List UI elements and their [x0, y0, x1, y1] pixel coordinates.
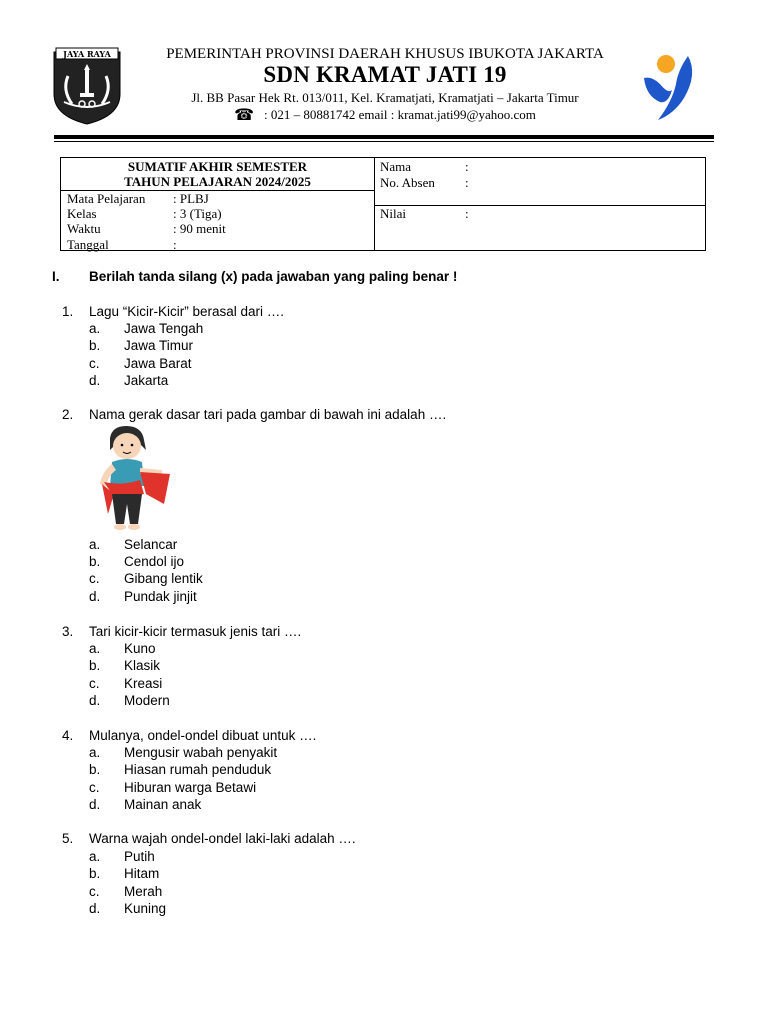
question-text: Nama gerak dasar tari pada gambar di bawah ini adalah …. — [89, 407, 447, 422]
option-letter[interactable]: b. — [89, 554, 101, 569]
option-text[interactable]: Gibang lentik — [124, 571, 203, 586]
subject-label: Mata Pelajaran — [67, 191, 146, 206]
section-number: I. — [52, 269, 60, 284]
option-text[interactable]: Klasik — [124, 658, 161, 673]
option-text[interactable]: Modern — [124, 693, 170, 708]
option-text[interactable]: Jawa Timur — [124, 338, 194, 353]
option-text[interactable]: Mainan anak — [124, 797, 202, 812]
question-text: Mulanya, ondel-ondel dibuat untuk …. — [89, 728, 317, 743]
option-text[interactable]: Pundak jinjit — [124, 589, 197, 604]
option-letter[interactable]: b. — [89, 762, 101, 777]
option-text[interactable]: Kuno — [124, 641, 156, 656]
option-letter[interactable]: a. — [89, 641, 101, 656]
option-text[interactable]: Mengusir wabah penyakit — [124, 745, 278, 760]
option-letter[interactable]: c. — [89, 571, 100, 586]
option-letter[interactable]: d. — [89, 797, 101, 812]
option-text[interactable]: Kuning — [124, 901, 167, 916]
option-text[interactable]: Kreasi — [124, 676, 163, 691]
contact-text: : 021 – 80881742 email : kramat.jati99@yahoo.com — [264, 107, 536, 122]
jakarta-emblem-logo — [50, 46, 124, 126]
exam-title: SUMATIF AKHIR SEMESTER — [127, 159, 308, 174]
question-number: 1. — [62, 304, 74, 319]
option-letter[interactable]: d. — [89, 373, 101, 388]
option-letter[interactable]: d. — [89, 589, 101, 604]
option-letter[interactable]: a. — [89, 745, 101, 760]
school-address: Jl. BB Pasar Hek Rt. 013/011, Kel. Kramatjati, Kramatjati – Jakarta Timur — [191, 90, 579, 105]
option-letter[interactable]: a. — [89, 537, 101, 552]
option-letter[interactable]: b. — [89, 658, 101, 673]
score-field[interactable]: : — [465, 206, 469, 221]
question-number: 2. — [62, 407, 74, 422]
option-text[interactable]: Jakarta — [124, 373, 169, 388]
score-label: Nilai — [380, 206, 406, 221]
section-instruction: Berilah tanda silang (x) pada jawaban yang paling benar ! — [89, 269, 458, 284]
school-contact — [130, 105, 640, 125]
option-letter[interactable]: a. — [89, 321, 101, 336]
phone-icon: ☎ — [234, 107, 254, 124]
time-label: Waktu — [67, 221, 101, 236]
option-text[interactable]: Jawa Tengah — [124, 321, 204, 336]
option-letter[interactable]: c. — [89, 356, 100, 371]
class-label: Kelas — [67, 206, 97, 221]
date-label: Tanggal — [67, 237, 109, 252]
option-letter[interactable]: c. — [89, 780, 100, 795]
header-rule-thick — [54, 135, 714, 139]
class-value: : 3 (Tiga) — [173, 206, 222, 221]
date-value: : — [173, 237, 177, 252]
option-text[interactable]: Putih — [124, 849, 155, 864]
info-divider — [374, 158, 375, 250]
option-letter[interactable]: c. — [89, 884, 100, 899]
government-name: PEMERINTAH PROVINSI DAERAH KHUSUS IBUKOTA JAKARTA — [166, 46, 604, 62]
option-text[interactable]: Hiasan rumah penduduk — [124, 762, 272, 777]
question-text: Lagu “Kicir-Kicir” berasal dari …. — [89, 304, 285, 319]
info-divider — [374, 205, 705, 206]
subject-value: : PLBJ — [173, 191, 209, 206]
name-label: Nama — [380, 159, 412, 174]
option-text[interactable]: Jawa Barat — [124, 356, 192, 371]
option-letter[interactable]: b. — [89, 866, 101, 881]
option-letter[interactable]: d. — [89, 693, 101, 708]
question-text: Warna wajah ondel-ondel laki-laki adalah …. — [89, 831, 356, 846]
option-text[interactable]: Hitam — [124, 866, 160, 881]
absen-label: No. Absen — [380, 175, 435, 190]
academic-year: TAHUN PELAJARAN 2024/2025 — [124, 174, 311, 189]
absen-field[interactable]: : — [465, 175, 469, 190]
name-field[interactable]: : — [465, 159, 469, 174]
exam-info-box — [60, 157, 706, 251]
question-number: 5. — [62, 831, 74, 846]
question-number: 4. — [62, 728, 74, 743]
option-letter[interactable]: a. — [89, 849, 101, 864]
option-text[interactable]: Merah — [124, 884, 163, 899]
option-letter[interactable]: b. — [89, 338, 101, 353]
header-rule-thin — [54, 141, 714, 142]
school-name: SDN KRAMAT JATI 19 — [263, 62, 507, 87]
question-number: 3. — [62, 624, 74, 639]
question-text: Tari kicir-kicir termasuk jenis tari …. — [89, 624, 302, 639]
school-brand-logo — [638, 50, 700, 122]
option-text[interactable]: Selancar — [124, 537, 178, 552]
option-text[interactable]: Hiburan warga Betawi — [124, 780, 257, 795]
dancer-illustration — [92, 424, 172, 534]
logo-label: JAYA RAYA — [63, 49, 111, 59]
option-letter[interactable]: c. — [89, 676, 100, 691]
time-value: : 90 menit — [173, 221, 226, 236]
option-letter[interactable]: d. — [89, 901, 101, 916]
option-text[interactable]: Cendol ijo — [124, 554, 185, 569]
